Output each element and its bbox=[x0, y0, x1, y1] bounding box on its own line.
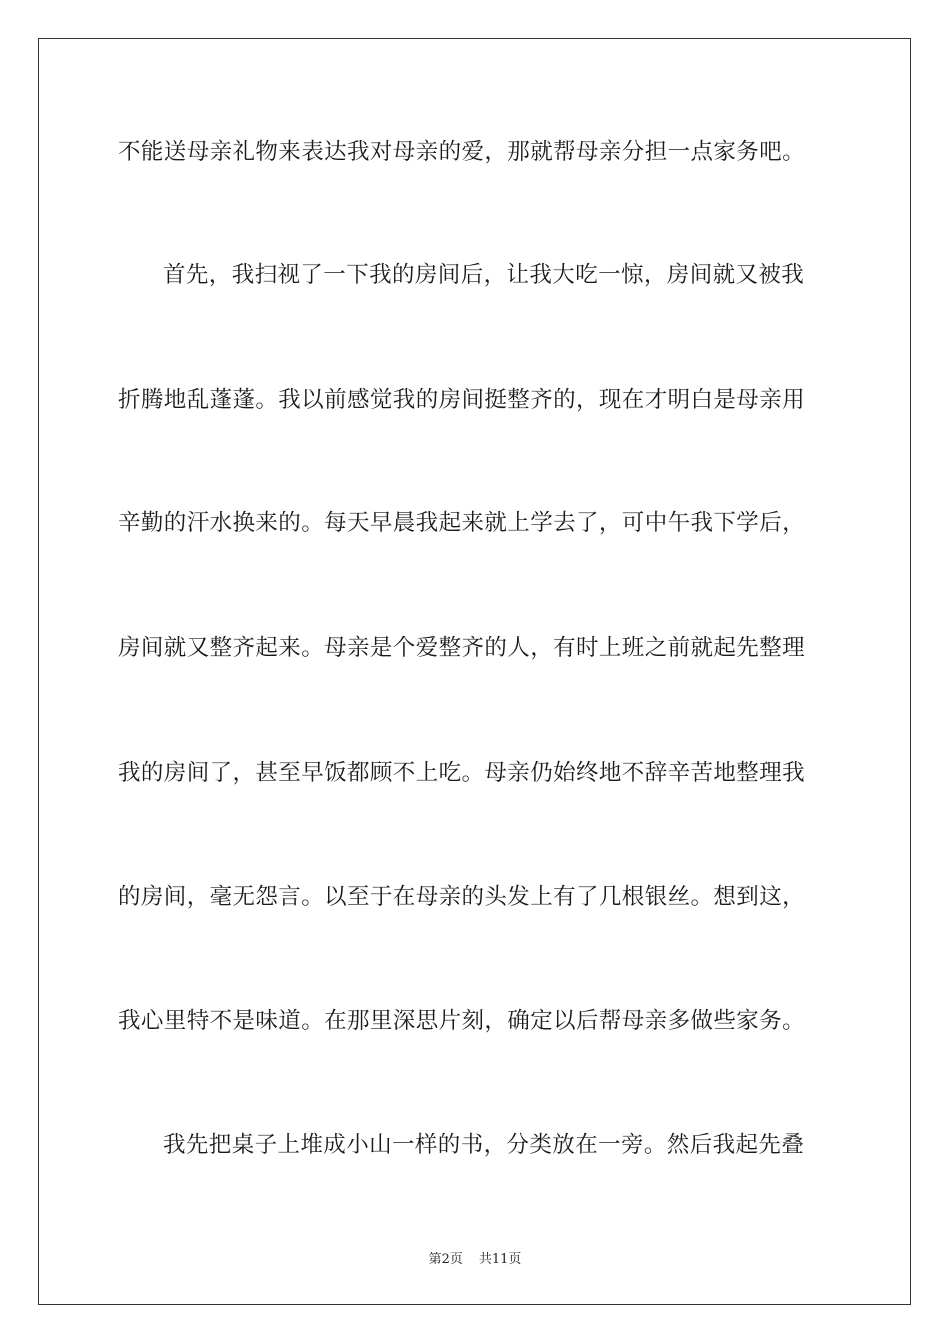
text-line-4: 辛勤的汗水换来的。每天早晨我起来就上学去了，可中午我下学后， bbox=[118, 510, 806, 536]
page-total: 共11页 bbox=[478, 1252, 522, 1267]
text-line-7: 的房间，毫无怨言。以至于在母亲的头发上有了几根银丝。想到这， bbox=[118, 884, 806, 910]
text-line-8: 我心里特不是味道。在那里深思片刻，确定以后帮母亲多做些家务。 bbox=[118, 1008, 806, 1034]
text-line-3: 折腾地乱蓬蓬。我以前感觉我的房间挺整齐的，现在才明白是母亲用 bbox=[118, 387, 806, 413]
text-line-6: 我的房间了，甚至早饭都顾不上吃。母亲仍始终地不辞辛苦地整理我 bbox=[118, 760, 806, 786]
text-line-1: 不能送母亲礼物来表达我对母亲的爱，那就帮母亲分担一点家务吧。 bbox=[118, 139, 806, 165]
page-number: 第2页 bbox=[428, 1252, 463, 1267]
text-line-5: 房间就又整齐起来。母亲是个爱整齐的人，有时上班之前就起先整理 bbox=[118, 635, 806, 661]
text-line-2: 首先，我扫视了一下我的房间后，让我大吃一惊，房间就又被我 bbox=[163, 262, 805, 288]
page-border bbox=[38, 38, 911, 1305]
text-line-9: 我先把桌子上堆成小山一样的书，分类放在一旁。然后我起先叠 bbox=[163, 1132, 805, 1158]
page-footer bbox=[0, 1248, 950, 1267]
